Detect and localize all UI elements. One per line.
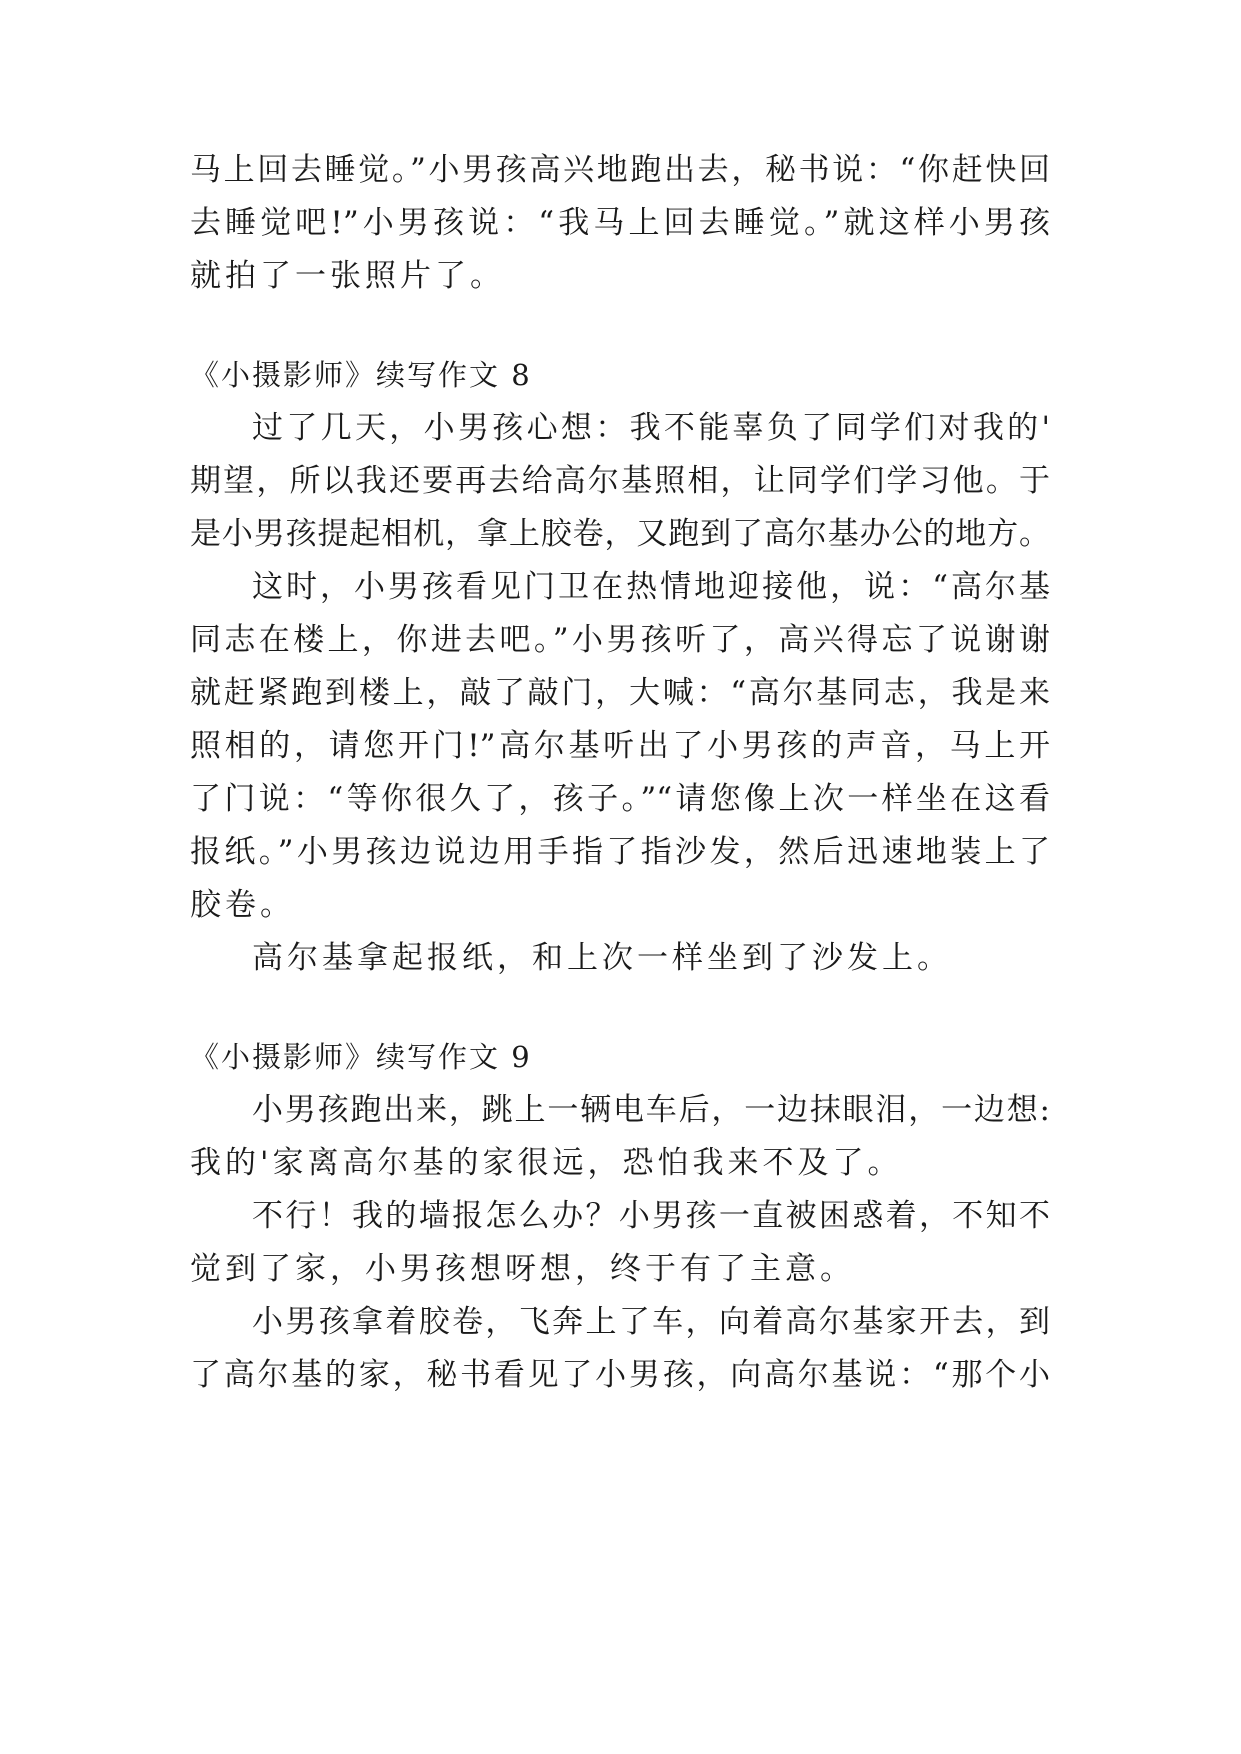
- paragraph-line: 同志在楼上，你进去吧。”小男孩听了，高兴得忘了说谢谢: [190, 622, 1050, 658]
- paragraph-line: 小男孩跑出来，跳上一辆电车后，一边抹眼泪，一边想:: [252, 1092, 1050, 1128]
- paragraph-line: 过了几天，小男孩心想：我不能辜负了同学们对我的': [252, 410, 1050, 446]
- paragraph-line: 胶卷。: [190, 887, 295, 923]
- paragraph-line: 期望，所以我还要再去给高尔基照相，让同学们学习他。于: [190, 463, 1050, 499]
- paragraph-line: 照相的，请您开门!”高尔基听出了小男孩的声音，马上开: [190, 728, 1050, 764]
- paragraph-line: 了高尔基的家，秘书看见了小男孩，向高尔基说：“那个小: [190, 1357, 1050, 1393]
- paragraph-line: 是小男孩提起相机，拿上胶卷，又跑到了高尔基办公的地方。: [190, 516, 1050, 552]
- paragraph-line: 小男孩拿着胶卷，飞奔上了车，向着高尔基家开去，到: [252, 1304, 1050, 1340]
- section-heading: 《小摄影师》续写作文 9: [190, 1040, 532, 1074]
- paragraph-line: 觉到了家，小男孩想呀想，终于有了主意。: [190, 1251, 855, 1287]
- paragraph-line: 这时，小男孩看见门卫在热情地迎接他，说：“高尔基: [252, 569, 1050, 605]
- paragraph-line: 不行！我的墙报怎么办？小男孩一直被困惑着，不知不: [252, 1198, 1050, 1234]
- paragraph-line: 就拍了一张照片了。: [190, 258, 505, 294]
- paragraph-line: 了门说：“等你很久了，孩子。”“请您像上次一样坐在这看: [190, 781, 1050, 817]
- paragraph-line: 就赶紧跑到楼上，敲了敲门，大喊：“高尔基同志，我是来: [190, 675, 1050, 711]
- paragraph-line: 去睡觉吧!”小男孩说：“我马上回去睡觉。”就这样小男孩: [190, 205, 1050, 241]
- paragraph-line: 马上回去睡觉。”小男孩高兴地跑出去，秘书说：“你赶快回: [190, 152, 1050, 188]
- section-heading: 《小摄影师》续写作文 8: [190, 358, 532, 392]
- paragraph-line: 报纸。”小男孩边说边用手指了指沙发，然后迅速地装上了: [190, 834, 1050, 870]
- paragraph-line: 我的'家离高尔基的家很远，恐怕我来不及了。: [190, 1145, 903, 1181]
- paragraph-line: 高尔基拿起报纸，和上次一样坐到了沙发上。: [252, 940, 952, 976]
